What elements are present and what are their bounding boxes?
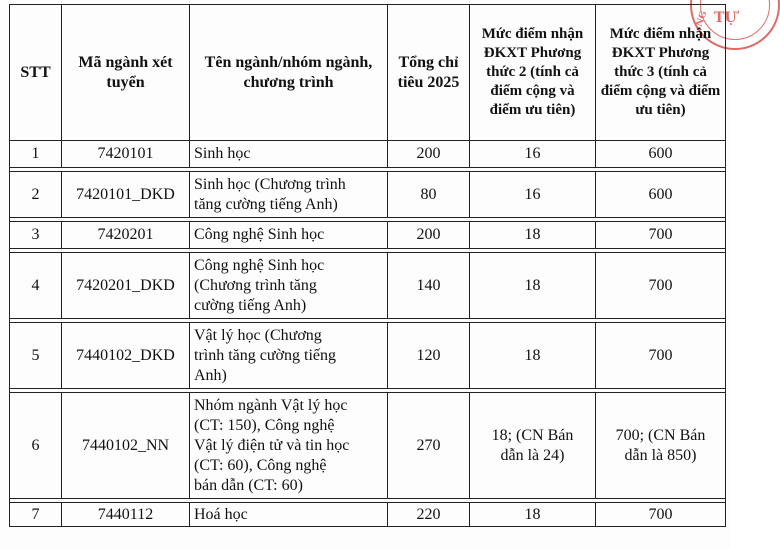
- cell-stt: 5: [10, 323, 62, 389]
- cell-quota: 200: [388, 222, 470, 249]
- cell-pt2: 18: [470, 253, 596, 319]
- stamp-mark-1: NG: [694, 9, 710, 29]
- table-row: [10, 253, 726, 319]
- table-row: [10, 141, 726, 168]
- cell-pt3: 600: [596, 172, 726, 218]
- header-quota: Tổng chỉ tiêu 2025: [388, 5, 470, 141]
- cell-code: 7420201_DKD: [62, 253, 190, 319]
- cell-code: 7420101_DKD: [62, 172, 190, 218]
- cell-pt3: 700: [596, 253, 726, 319]
- cell-stt: 4: [10, 253, 62, 319]
- cell-code: 7440112: [62, 503, 190, 527]
- cell-stt: 2: [10, 172, 62, 218]
- cell-pt3: 700: [596, 323, 726, 389]
- cell-code: 7420201: [62, 222, 190, 249]
- cell-code: 7420101: [62, 141, 190, 168]
- header-code: Mã ngành xét tuyển: [62, 5, 190, 141]
- cell-quota: 220: [388, 503, 470, 527]
- cell-code: 7440102_DKD: [62, 323, 190, 389]
- cell-name: Sinh học: [190, 141, 388, 168]
- cell-stt: 3: [10, 222, 62, 249]
- cell-name: Hoá học: [190, 503, 388, 527]
- table-row: [10, 222, 726, 249]
- header-name: Tên ngành/nhóm ngành, chương trình: [190, 5, 388, 141]
- table-row: [10, 172, 726, 218]
- cell-pt2: 16: [470, 141, 596, 168]
- cell-pt3: 600: [596, 141, 726, 168]
- cell-quota: 270: [388, 393, 470, 499]
- cell-name: Nhóm ngành Vật lý học (CT: 150), Công nghệ Vật lý điện tử và tin học (CT: 60), Công nghệ bán dẫn (CT: 60): [190, 393, 388, 499]
- cell-name: Vật lý học (Chương trình tăng cường tiếng Anh): [190, 323, 388, 389]
- header-pt2: Mức điểm nhận ĐKXT Phương thức 2 (tính cả điểm cộng và điểm ưu tiên): [470, 5, 596, 141]
- header-pt3: Mức điểm nhận ĐKXT Phương thức 3 (tính cả điểm cộng và điểm ưu tiên): [596, 5, 726, 141]
- table-row: [10, 323, 726, 389]
- table-row: [10, 503, 726, 527]
- cell-pt3: 700: [596, 503, 726, 527]
- cell-quota: 80: [388, 172, 470, 218]
- cell-pt2: 18; (CN Bán dẫn là 24): [470, 393, 596, 499]
- cell-name: Công nghệ Sinh học (Chương trình tăng cường tiếng Anh): [190, 253, 388, 319]
- cell-quota: 120: [388, 323, 470, 389]
- header-row: [10, 5, 726, 141]
- cell-quota: 140: [388, 253, 470, 319]
- cell-name: Sinh học (Chương trình tăng cường tiếng Anh): [190, 172, 388, 218]
- cell-stt: 7: [10, 503, 62, 527]
- cell-pt2: 18: [470, 503, 596, 527]
- header-stt: STT: [10, 5, 62, 141]
- cell-stt: 6: [10, 393, 62, 499]
- cell-pt2: 16: [470, 172, 596, 218]
- cell-pt2: 18: [470, 222, 596, 249]
- admission-table: [9, 4, 726, 527]
- cell-stt: 1: [10, 141, 62, 168]
- cell-code: 7440102_NN: [62, 393, 190, 499]
- cell-pt2: 18: [470, 323, 596, 389]
- cell-quota: 200: [388, 141, 470, 168]
- table-row: [10, 393, 726, 499]
- stamp-mark-2: TỰ: [714, 10, 737, 26]
- cell-pt3: 700; (CN Bán dẫn là 850): [596, 393, 726, 499]
- cell-name: Công nghệ Sinh học: [190, 222, 388, 249]
- cell-pt3: 700: [596, 222, 726, 249]
